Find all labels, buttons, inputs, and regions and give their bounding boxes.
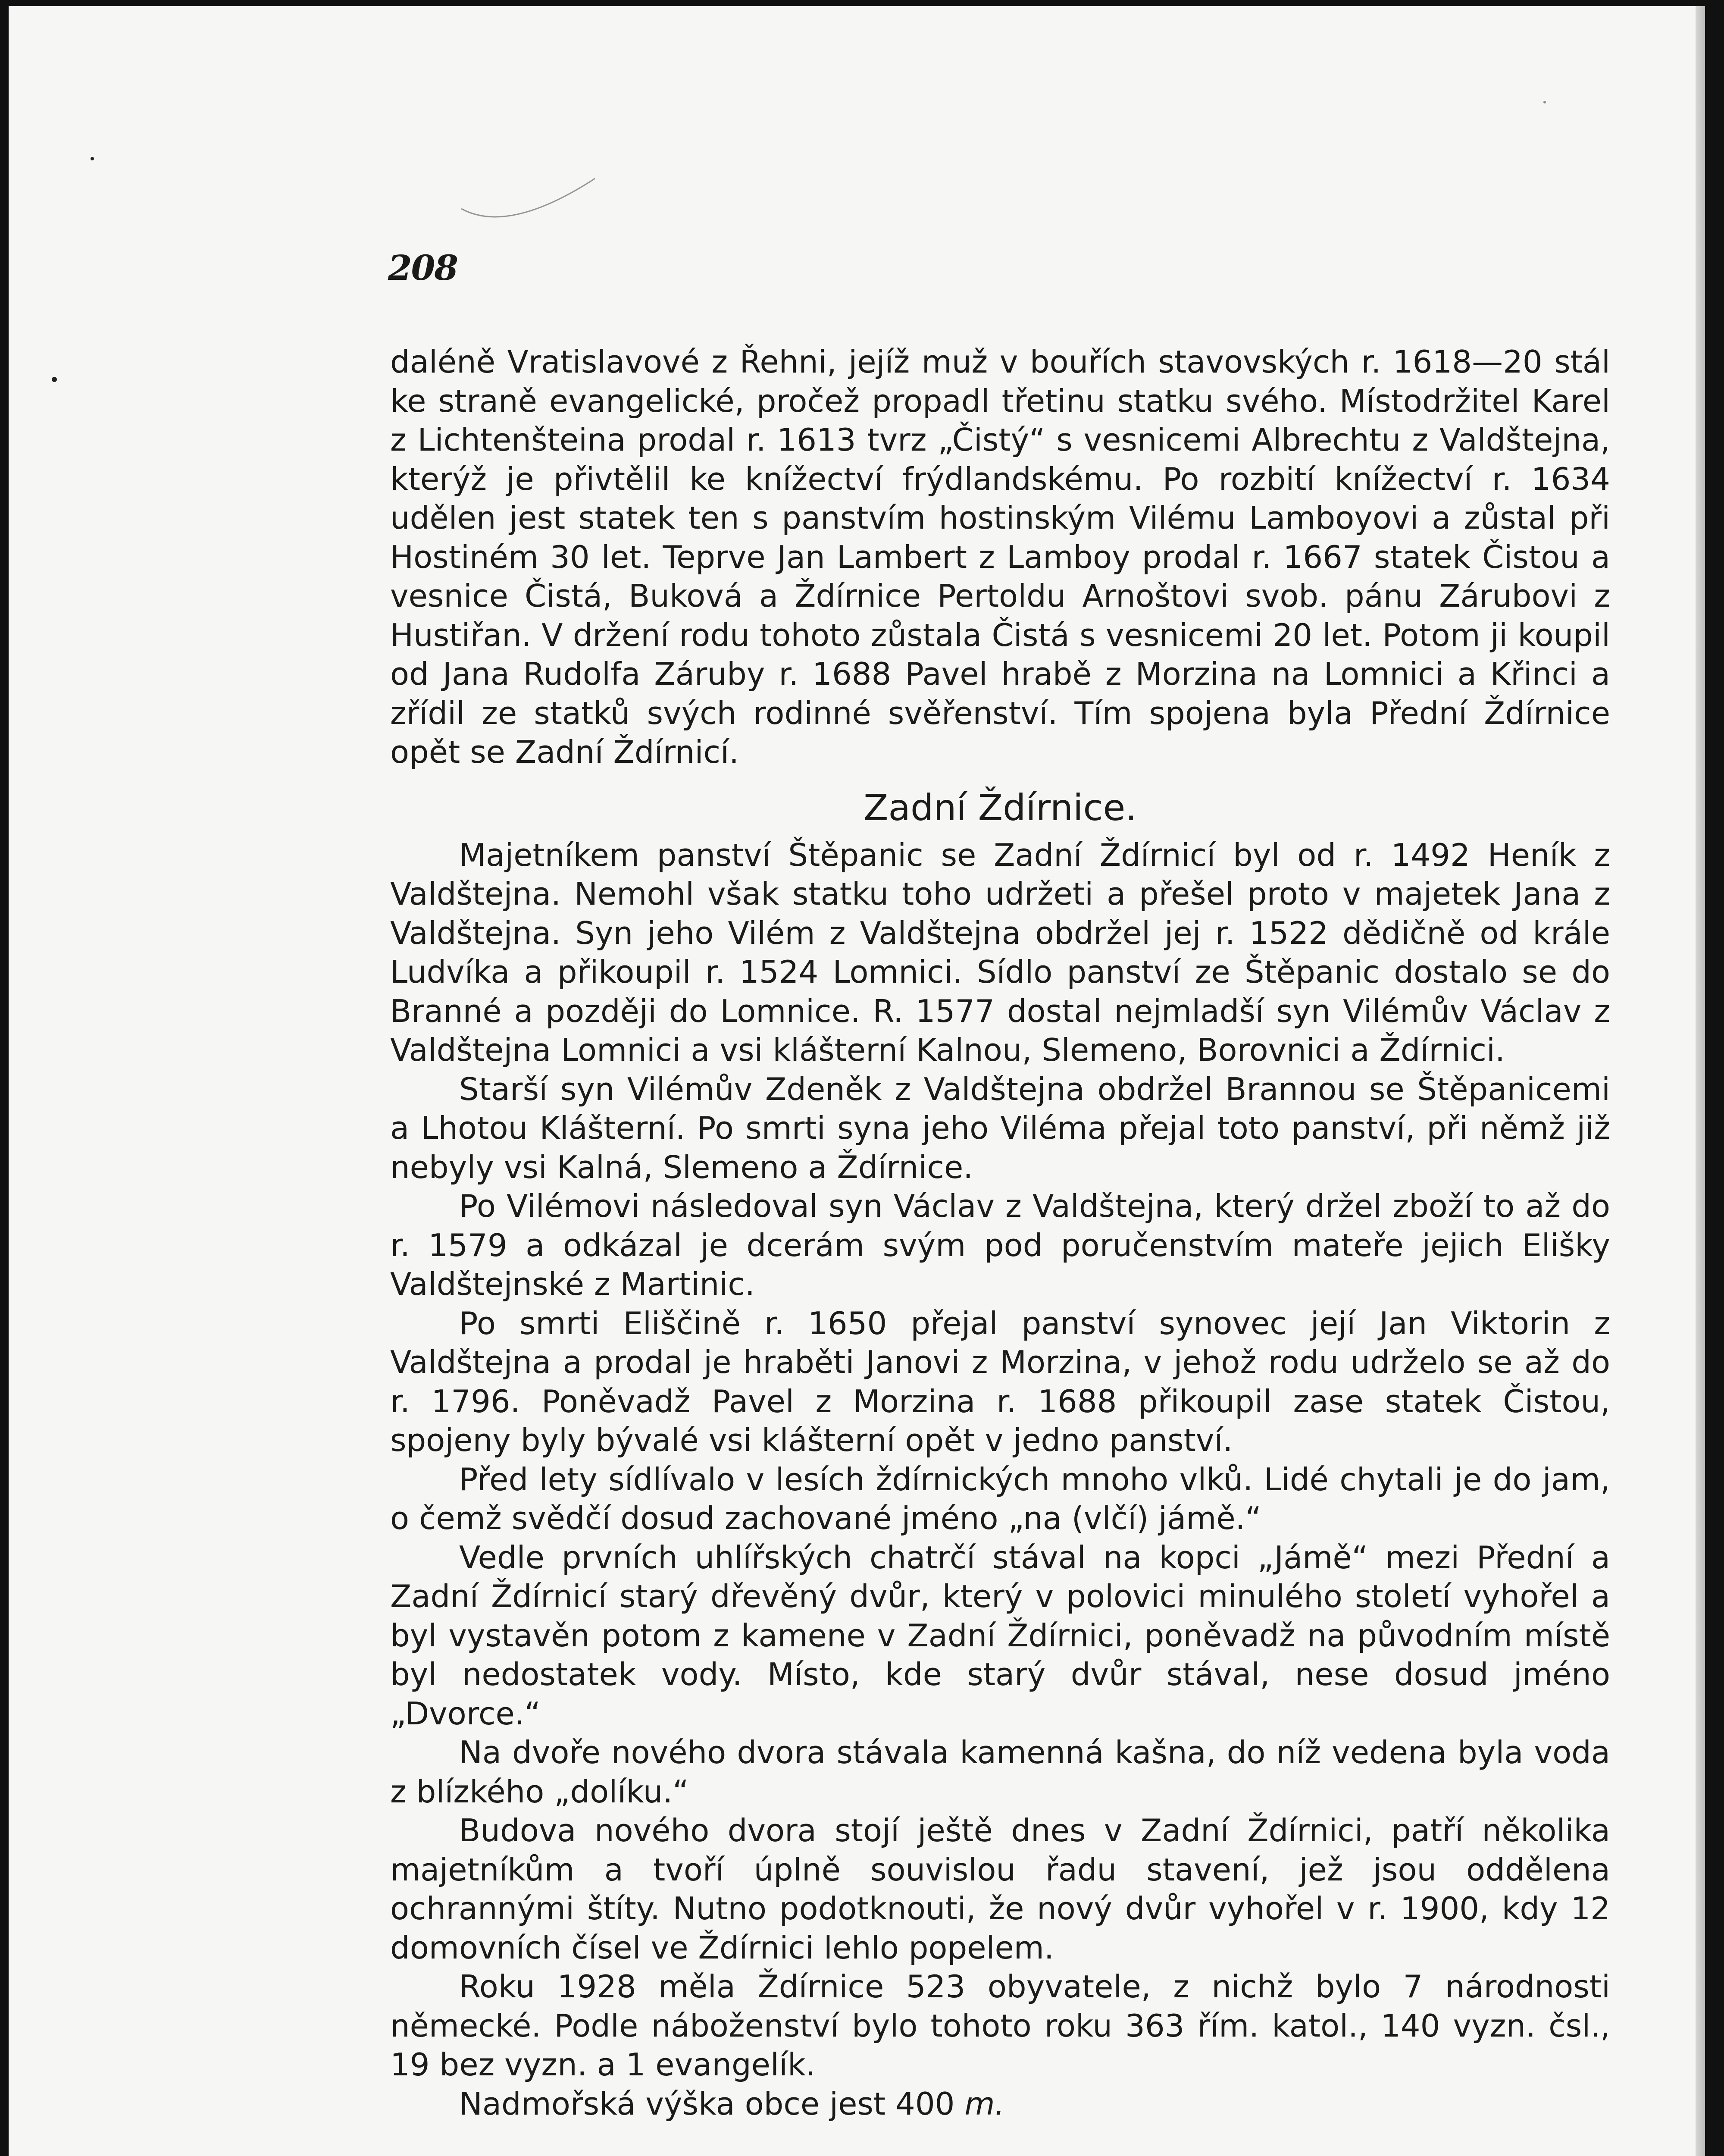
scan-hair-mark <box>457 170 604 230</box>
paragraph: Roku 1928 měla Ždírnice 523 obyvatele, z nichž bylo 7 národnosti německé. Podle náboženství bylo tohoto roku 363 řím. katol., 140 vyzn. čsl., 19 bez vyzn. a 1 evangelík. <box>390 1968 1610 2083</box>
altitude-unit: m. <box>964 2085 1005 2122</box>
paragraph: Po Vilémovi následoval syn Václav z Valdštejna, který držel zboží to až do r. 1579 a odkázal je dcerám svým pod poručenstvím mateře jejich Elišky Valdštejnské z Martinic. <box>390 1188 1610 1302</box>
intro-paragraph: daléně Vratislavové z Řehni, jejíž muž v bouřích stavovských r. 1618—20 stál ke straně evangelické, pročež propadl třetinu statku svého. Místodržitel Karel z Lichtenšteina prodal r. 1613 tvrz „Čistý“ s vesnicemi Albrechtu z Valdštejna, kterýž je přivtělil ke knížectví frýdlandskému. Po rozbití knížectví r. 1634 udělen jest statek ten s panstvím hostinským Vilému Lamboyovi a zůstal při Hostiném 30 let. Teprve Jan Lambert z Lamboy prodal r. 1667 statek Čistou a vesnice Čistá, Buková a Ždírnice Pertoldu Arnoštovi svob. pánu Zárubovi z Hustiřan. V držení rodu tohoto zůstala Čistá s vesnicemi 20 let. Potom ji koupil od Jana Rudolfa Záruby r. 1688 Pavel hrabě z Morzina na Lomnici a Křinci a zřídil ze statků svých rodinné svěřenství. Tím spojena byla Přední Ždírnice opět se Zadní Ždírnicí. <box>390 344 1610 770</box>
paragraph: Vedle prvních uhlířských chatrčí stával na kopci „Jámě“ mezi Přední a Zadní Ždírnicí starý dřevěný dvůr, který v polovici minulého století vyhořel a byl vystavěn potom z kamene v Zadní Ždírnici, poněvadž na původním místě byl nedostatek vody. Místo, kde starý dvůr stával, nese dosud jméno „Dvorce.“ <box>390 1539 1610 1732</box>
paragraph: Na dvoře nového dvora stávala kamenná kašna, do níž vedena byla voda z blízkého „dolíku.“ <box>390 1734 1610 1810</box>
scan-speck <box>1543 101 1546 103</box>
section-title: Zadní Ždírnice. <box>863 786 1137 829</box>
altitude-paragraph <box>390 2084 1610 2124</box>
paragraph: Starší syn Vilémův Zdeněk z Valdštejna obdržel Brannou se Štěpanicemi a Lhotou Klášterní. Po smrti syna jeho Viléma přejal toto panství, při němž již nebyly vsi Kalná, Slemeno a Ždírnice. <box>390 1071 1610 1185</box>
page-edge-shadow <box>1696 6 1705 2156</box>
paragraph: Budova nového dvora stojí ještě dnes v Zadní Ždírnici, patří několika majetníkům a tvoří úplně souvislou řadu stavení, jež jsou oddělena ochrannými štíty. Nutno podotknouti, že nový dvůr vyhořel v r. 1900, kdy 12 domovních čísel ve Ždírnici lehlo popelem. <box>390 1812 1610 1966</box>
scan-speck <box>91 157 94 160</box>
page-number: 208 <box>388 248 457 288</box>
scanned-page <box>9 6 1705 2156</box>
body-text <box>390 342 1610 2123</box>
paragraph: Před lety sídlívalo v lesích ždírnických mnoho vlků. Lidé chytali je do jam, o čemž svědčí dosud zachované jméno „na (vlčí) jámě.“ <box>390 1461 1610 1536</box>
paragraph: Po smrti Eliščině r. 1650 přejal panství synovec její Jan Viktorin z Valdštejna a prodal je hraběti Janovi z Morzina, v jehož rodu udrželo se až do r. 1796. Poněvadž Pavel z Morzina r. 1688 přikoupil zase statek Čistou, spojeny byly bývalé vsi klášterní opět v jedno panství. <box>390 1305 1610 1458</box>
paragraph: Majetníkem panství Štěpanic se Zadní Ždírnicí byl od r. 1492 Heník z Valdštejna. Nemohl však statku toho udržeti a přešel proto v majetek Jana z Valdštejna. Syn jeho Vilém z Valdštejna obdržel jej r. 1522 dědičně od krále Ludvíka a přikoupil r. 1524 Lomnici. Sídlo panství ze Štěpanic dostalo se do Branné a později do Lomnice. R. 1577 dostal nejmladší syn Vilémův Václav z Valdštejna Lomnici a vsi klášterní Kalnou, Slemeno, Borovnici a Ždírnici. <box>390 837 1610 1068</box>
altitude-text: Nadmořská výška obce jest 400 <box>459 2085 955 2122</box>
scan-speck <box>52 377 57 382</box>
